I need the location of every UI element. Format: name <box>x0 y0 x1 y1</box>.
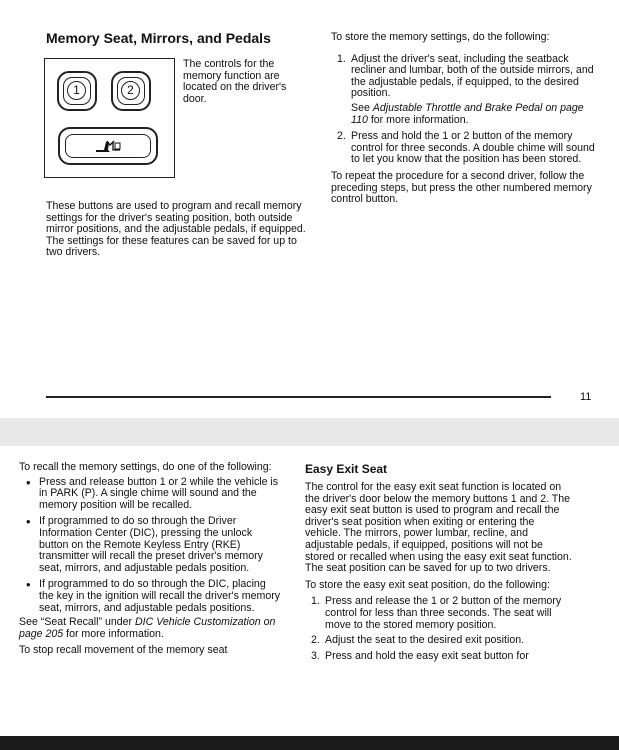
list-item: 2. Adjust the seat to the desired exit position. <box>311 634 525 647</box>
list-item: 2. Press and hold the 1 or 2 button of the memory control for three seconds. A double chime will sound to let you know that the position has been stored. <box>337 130 595 166</box>
page-number: 11 <box>580 391 592 403</box>
easy-exit-steps-list <box>305 596 573 662</box>
easy-exit-button <box>58 127 158 165</box>
cross-reference-link[interactable]: Adjustable Throttle and Brake Pedal on page 110 <box>351 101 584 126</box>
memory-button-2-label: 2 <box>121 81 140 100</box>
right-column: Easy Exit Seat The control for the easy exit seat function is located on the driver's door below the memory buttons 1 and 2. The easy exit seat button is used to program and recall the driver's seat position when exiting or entering the vehicle. The mirrors, power lumbar, recline, and adjustable pedals, if equipped, positions will not be stored or recalled when using the easy exit seat function. The seat position can be saved for up to two drivers. To store the easy exit seat position, do the following: 1. Press and release the 1 or 2 button of the memory control for less than three seconds. The seat will move to the stored memory position. 2. Adjust the seat to the desired exit position. 3. Press and hold the easy exit seat button for <box>305 462 572 662</box>
page-gap <box>0 418 619 446</box>
cross-reference-link[interactable]: DIC Vehicle Customization on page 205 <box>19 616 276 640</box>
left-column <box>46 30 308 47</box>
memory-button-2 <box>111 71 151 111</box>
list-item: • Press and release button 1 or 2 while the vehicle is in PARK (P). A single chime will sound and the memory position will be recalled. <box>19 477 281 512</box>
section-heading: Memory Seat, Mirrors, and Pedals <box>46 30 271 46</box>
viewer-bottom-bar <box>0 736 619 750</box>
manual-page-12 <box>0 446 619 736</box>
section-heading: Easy Exit Seat <box>305 462 388 476</box>
recall-bullets-list <box>19 477 281 615</box>
memory-controls-diagram <box>44 58 175 178</box>
footer-rule <box>46 396 551 398</box>
memory-button-1-label: 1 <box>67 81 86 100</box>
right-column: To store the memory settings, do the following: 1. Adjust the driver's seat, including the seatback recliner and lumbar, both of the outside mirrors, and the adjustable pedals, if equipped, to the desired position. See Adjustable Throttle and Brake Pedal on page 110 for more information. 2. Press and hold the 1 or 2 button of the memory control for three seconds. A double chime will sound to let you know that the position has been stored. To repeat the procedure for a second driver, follow the preceding steps, but press the other numbered memory control button. <box>331 32 601 206</box>
easy-exit-seat-icon <box>66 135 150 157</box>
diagram-caption: The controls for the memory function are located on the driver's door. <box>183 58 287 105</box>
see-reference: See “Seat Recall” under DIC Vehicle Customization on page 205 for more information. <box>19 616 276 640</box>
list-item: • If programmed to do so through the DIC, placing the key in the ignition will recall the driver's memory seat, mirrors, and adjustable pedals positions. <box>19 579 281 614</box>
left-body: These buttons are used to program and recall memory settings for the driver's seating position, both outside mirror positions, and the adjustable pedals, if equipped. The settings for these features can be saved for up to two drivers. <box>46 200 306 259</box>
list-item: 1. Adjust the driver's seat, including the seatback recliner and lumbar, both of the outside mirrors, and the adjustable pedals, if equipped, to the desired position. See Adjustable Throttle and Brake Pedal on page 110 for more information. <box>331 54 601 127</box>
store-steps-list <box>331 54 601 166</box>
left-column: To recall the memory settings, do one of the following: • Press and release button 1 or 2 while the vehicle is in PARK (P). A single chime will sound and the memory position will be recalled. • If programmed to do so through the Driver Information Center (DIC), pressing the unlock button on the Remote Keyless Entry (RKE) transmitter will recall the preset driver's memory seat, mirrors, and adjustable pedals position. • If programmed to do so through the DIC, placing the key in the ignition will recall the driver's memory seat, mirrors, and adjustable pedals positions. See “Seat Recall” under DIC Vehicle Customization on page 205 for more information. To stop recall movement of the memory seat <box>19 462 281 657</box>
list-item: • If programmed to do so through the Driver Information Center (DIC), pressing the unlock button on the Remote Keyless Entry (RKE) transmitter will recall the preset driver's memory seat, mirrors, and adjustable pedals position. <box>19 516 281 574</box>
list-item: 3. Press and hold the easy exit seat button for <box>311 649 529 662</box>
memory-button-1 <box>57 71 97 111</box>
see-reference: See Adjustable Throttle and Brake Pedal on page 110 for more information. <box>351 101 584 126</box>
list-item: 1. Press and release the 1 or 2 button of the memory control for less than three seconds. The seat will move to the stored memory position. <box>311 595 562 631</box>
